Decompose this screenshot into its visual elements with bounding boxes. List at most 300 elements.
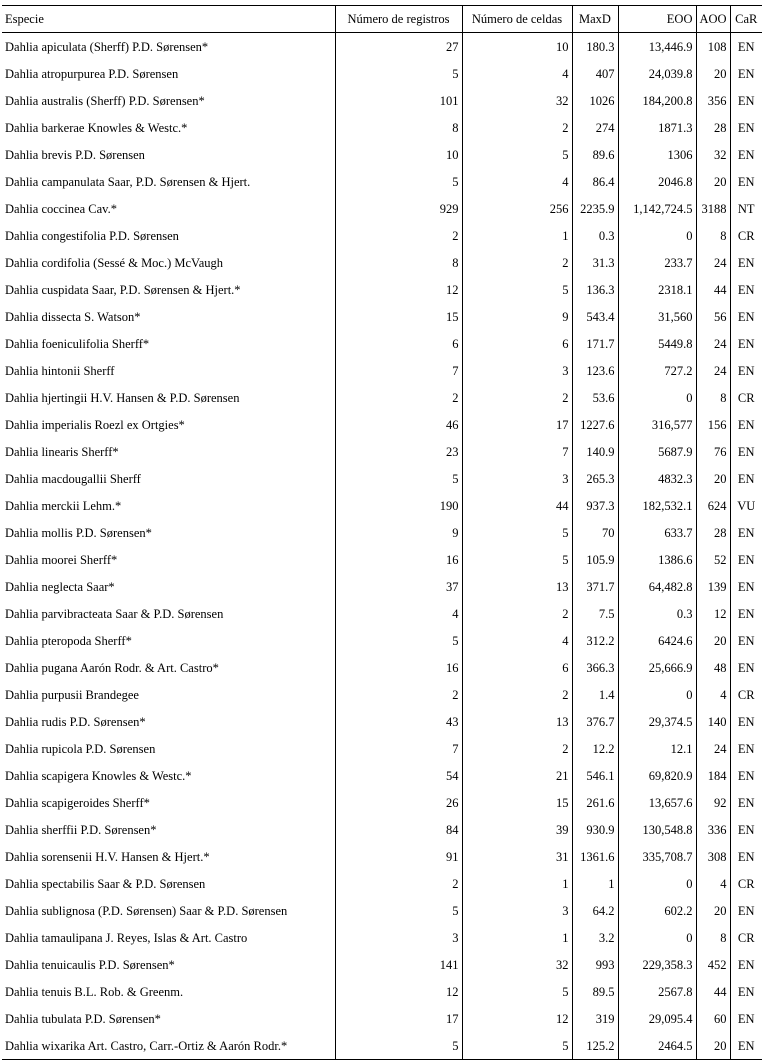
species-name: Dahlia brevis P.D. Sørensen	[5, 147, 145, 162]
cells-count: 5	[462, 276, 572, 303]
cells-count: 12	[462, 1005, 572, 1032]
eoo-value: 13,657.6	[618, 789, 696, 816]
aoo-value: 28	[696, 114, 730, 141]
table-row	[2, 87, 762, 114]
aoo-value: 4	[696, 870, 730, 897]
records-count: 4	[335, 600, 462, 627]
aoo-value: 8	[696, 384, 730, 411]
table-row	[2, 573, 762, 600]
aoo-value: 356	[696, 87, 730, 114]
header-row	[2, 6, 762, 33]
records-count: 6	[335, 330, 462, 357]
records-count: 7	[335, 735, 462, 762]
table-row	[2, 249, 762, 276]
cells-count: 5	[462, 519, 572, 546]
risk-category: EN	[730, 411, 762, 438]
species-name: Dahlia spectabilis Saar & P.D. Sørensen	[5, 876, 206, 891]
table-row	[2, 60, 762, 87]
records-count: 2	[335, 384, 462, 411]
species-name: Dahlia tenuicaulis P.D. Sørensen*	[5, 957, 175, 972]
species-name: Dahlia barkerae Knowles & Westc.*	[5, 120, 188, 135]
maxd-value: 105.9	[572, 546, 618, 573]
cells-count: 2	[462, 114, 572, 141]
eoo-value: 25,666.9	[618, 654, 696, 681]
eoo-value: 0	[618, 681, 696, 708]
risk-category: EN	[730, 465, 762, 492]
eoo-value: 1,142,724.5	[618, 195, 696, 222]
maxd-value: 53.6	[572, 384, 618, 411]
table-row	[2, 1005, 762, 1032]
cells-count: 4	[462, 627, 572, 654]
cells-count: 17	[462, 411, 572, 438]
species-name: Dahlia scapigera Knowles & Westc.*	[5, 768, 192, 783]
risk-category: CR	[730, 681, 762, 708]
species-name: Dahlia rudis P.D. Sørensen*	[5, 714, 146, 729]
eoo-value: 4832.3	[618, 465, 696, 492]
maxd-value: 3.2	[572, 924, 618, 951]
risk-category: EN	[730, 33, 762, 61]
table-row	[2, 114, 762, 141]
risk-category: EN	[730, 897, 762, 924]
eoo-value: 6424.6	[618, 627, 696, 654]
eoo-value: 2567.8	[618, 978, 696, 1005]
maxd-value: 1227.6	[572, 411, 618, 438]
table-row	[2, 519, 762, 546]
eoo-value: 0.3	[618, 600, 696, 627]
records-count: 27	[335, 33, 462, 61]
header-aoo: AOO	[696, 6, 730, 33]
table-row	[2, 168, 762, 195]
eoo-value: 2318.1	[618, 276, 696, 303]
eoo-value: 316,577	[618, 411, 696, 438]
maxd-value: 1361.6	[572, 843, 618, 870]
aoo-value: 624	[696, 492, 730, 519]
risk-category: EN	[730, 1032, 762, 1060]
table-row	[2, 384, 762, 411]
table-row	[2, 411, 762, 438]
records-count: 91	[335, 843, 462, 870]
risk-category: EN	[730, 357, 762, 384]
records-count: 5	[335, 897, 462, 924]
table-row	[2, 141, 762, 168]
table-row	[2, 222, 762, 249]
aoo-value: 44	[696, 978, 730, 1005]
cells-count: 2	[462, 249, 572, 276]
records-count: 16	[335, 654, 462, 681]
cells-count: 32	[462, 951, 572, 978]
cells-count: 39	[462, 816, 572, 843]
table-row	[2, 843, 762, 870]
records-count: 5	[335, 1032, 462, 1060]
table-row	[2, 492, 762, 519]
species-name: Dahlia linearis Sherff*	[5, 444, 119, 459]
maxd-value: 0.3	[572, 222, 618, 249]
risk-category: EN	[730, 141, 762, 168]
records-count: 26	[335, 789, 462, 816]
species-name: Dahlia tubulata P.D. Sørensen*	[5, 1011, 161, 1026]
table-row	[2, 546, 762, 573]
eoo-value: 1386.6	[618, 546, 696, 573]
aoo-value: 140	[696, 708, 730, 735]
aoo-value: 184	[696, 762, 730, 789]
risk-category: CR	[730, 870, 762, 897]
maxd-value: 123.6	[572, 357, 618, 384]
eoo-value: 184,200.8	[618, 87, 696, 114]
risk-category: CR	[730, 384, 762, 411]
records-count: 2	[335, 222, 462, 249]
table-row	[2, 978, 762, 1005]
species-table	[2, 5, 762, 1060]
cells-count: 32	[462, 87, 572, 114]
risk-category: EN	[730, 843, 762, 870]
eoo-value: 12.1	[618, 735, 696, 762]
aoo-value: 60	[696, 1005, 730, 1032]
records-count: 9	[335, 519, 462, 546]
cells-count: 3	[462, 465, 572, 492]
cells-count: 31	[462, 843, 572, 870]
risk-category: EN	[730, 654, 762, 681]
risk-category: EN	[730, 114, 762, 141]
species-name: Dahlia foeniculifolia Sherff*	[5, 336, 150, 351]
species-name: Dahlia campanulata Saar, P.D. Sørensen & Hjert.	[5, 174, 251, 189]
maxd-value: 89.5	[572, 978, 618, 1005]
aoo-value: 20	[696, 465, 730, 492]
cells-count: 3	[462, 897, 572, 924]
species-name: Dahlia atropurpurea P.D. Sørensen	[5, 66, 179, 81]
maxd-value: 312.2	[572, 627, 618, 654]
eoo-value: 0	[618, 924, 696, 951]
maxd-value: 274	[572, 114, 618, 141]
aoo-value: 24	[696, 735, 730, 762]
aoo-value: 20	[696, 1032, 730, 1060]
risk-category: EN	[730, 816, 762, 843]
species-name: Dahlia tenuis B.L. Rob. & Greenm.	[5, 984, 184, 999]
aoo-value: 8	[696, 924, 730, 951]
eoo-value: 1871.3	[618, 114, 696, 141]
aoo-value: 8	[696, 222, 730, 249]
aoo-value: 92	[696, 789, 730, 816]
aoo-value: 156	[696, 411, 730, 438]
maxd-value: 136.3	[572, 276, 618, 303]
maxd-value: 1	[572, 870, 618, 897]
maxd-value: 937.3	[572, 492, 618, 519]
records-count: 46	[335, 411, 462, 438]
aoo-value: 108	[696, 33, 730, 61]
aoo-value: 20	[696, 168, 730, 195]
aoo-value: 24	[696, 357, 730, 384]
eoo-value: 31,560	[618, 303, 696, 330]
aoo-value: 52	[696, 546, 730, 573]
aoo-value: 139	[696, 573, 730, 600]
maxd-value: 125.2	[572, 1032, 618, 1060]
eoo-value: 229,358.3	[618, 951, 696, 978]
cells-count: 1	[462, 222, 572, 249]
risk-category: EN	[730, 546, 762, 573]
maxd-value: 1026	[572, 87, 618, 114]
aoo-value: 4	[696, 681, 730, 708]
records-count: 5	[335, 627, 462, 654]
risk-category: EN	[730, 627, 762, 654]
table-row	[2, 951, 762, 978]
cells-count: 13	[462, 708, 572, 735]
eoo-value: 5449.8	[618, 330, 696, 357]
cells-count: 2	[462, 681, 572, 708]
risk-category: NT	[730, 195, 762, 222]
maxd-value: 86.4	[572, 168, 618, 195]
maxd-value: 543.4	[572, 303, 618, 330]
eoo-value: 24,039.8	[618, 60, 696, 87]
maxd-value: 930.9	[572, 816, 618, 843]
header-cells: Número de celdas	[462, 6, 572, 33]
eoo-value: 0	[618, 384, 696, 411]
risk-category: VU	[730, 492, 762, 519]
table-row	[2, 627, 762, 654]
eoo-value: 0	[618, 222, 696, 249]
species-name: Dahlia rupicola P.D. Sørensen	[5, 741, 156, 756]
eoo-value: 727.2	[618, 357, 696, 384]
species-name: Dahlia cuspidata Saar, P.D. Sørensen & Hjert.*	[5, 282, 241, 297]
risk-category: EN	[730, 330, 762, 357]
risk-category: EN	[730, 276, 762, 303]
cells-count: 1	[462, 924, 572, 951]
cells-count: 7	[462, 438, 572, 465]
aoo-value: 56	[696, 303, 730, 330]
table-row	[2, 897, 762, 924]
header-records: Número de registros	[335, 6, 462, 33]
aoo-value: 28	[696, 519, 730, 546]
risk-category: EN	[730, 708, 762, 735]
aoo-value: 308	[696, 843, 730, 870]
risk-category: EN	[730, 762, 762, 789]
cells-count: 21	[462, 762, 572, 789]
species-name: Dahlia pugana Aarón Rodr. & Art. Castro*	[5, 660, 219, 675]
eoo-value: 29,095.4	[618, 1005, 696, 1032]
aoo-value: 336	[696, 816, 730, 843]
aoo-value: 44	[696, 276, 730, 303]
species-name: Dahlia sherffii P.D. Sørensen*	[5, 822, 157, 837]
species-name: Dahlia cordifolia (Sessé & Moc.) McVaugh	[5, 255, 223, 270]
table-row	[2, 1032, 762, 1060]
cells-count: 13	[462, 573, 572, 600]
table-row	[2, 654, 762, 681]
table-row	[2, 735, 762, 762]
cells-count: 44	[462, 492, 572, 519]
records-count: 84	[335, 816, 462, 843]
cells-count: 5	[462, 1032, 572, 1060]
cells-count: 2	[462, 735, 572, 762]
maxd-value: 64.2	[572, 897, 618, 924]
eoo-value: 13,446.9	[618, 33, 696, 61]
aoo-value: 452	[696, 951, 730, 978]
species-name: Dahlia hintonii Sherff	[5, 363, 115, 378]
cells-count: 9	[462, 303, 572, 330]
risk-category: EN	[730, 789, 762, 816]
risk-category: EN	[730, 951, 762, 978]
risk-category: EN	[730, 438, 762, 465]
eoo-value: 633.7	[618, 519, 696, 546]
header-eoo: EOO	[618, 6, 696, 33]
table-row	[2, 789, 762, 816]
cells-count: 6	[462, 330, 572, 357]
species-name: Dahlia merckii Lehm.*	[5, 498, 122, 513]
cells-count: 5	[462, 978, 572, 1005]
table-row	[2, 33, 762, 61]
header-car: CaR	[730, 6, 762, 33]
maxd-value: 993	[572, 951, 618, 978]
aoo-value: 12	[696, 600, 730, 627]
eoo-value: 2464.5	[618, 1032, 696, 1060]
species-name: Dahlia wixarika Art. Castro, Carr.-Ortiz & Aarón Rodr.*	[2, 1032, 335, 1060]
eoo-value: 602.2	[618, 897, 696, 924]
risk-category: EN	[730, 978, 762, 1005]
records-count: 5	[335, 465, 462, 492]
species-name: Dahlia dissecta S. Watson*	[5, 309, 141, 324]
records-count: 37	[335, 573, 462, 600]
records-count: 12	[335, 276, 462, 303]
table-row	[2, 762, 762, 789]
species-name: Dahlia hjertingii H.V. Hansen & P.D. Sørensen	[5, 390, 240, 405]
records-count: 16	[335, 546, 462, 573]
records-count: 3	[335, 924, 462, 951]
aoo-value: 24	[696, 330, 730, 357]
risk-category: CR	[730, 924, 762, 951]
records-count: 8	[335, 114, 462, 141]
table-row	[2, 438, 762, 465]
eoo-value: 5687.9	[618, 438, 696, 465]
cells-count: 3	[462, 357, 572, 384]
species-name: Dahlia moorei Sherff*	[5, 552, 118, 567]
header-maxd: MaxD	[572, 6, 618, 33]
records-count: 5	[335, 168, 462, 195]
cells-count: 5	[462, 546, 572, 573]
aoo-value: 24	[696, 249, 730, 276]
table-row	[2, 357, 762, 384]
species-name: Dahlia tamaulipana J. Reyes, Islas & Art. Castro	[5, 930, 248, 945]
records-count: 8	[335, 249, 462, 276]
records-count: 17	[335, 1005, 462, 1032]
maxd-value: 7.5	[572, 600, 618, 627]
species-name: Dahlia neglecta Saar*	[5, 579, 115, 594]
risk-category: CR	[730, 222, 762, 249]
species-name: Dahlia scapigeroides Sherff*	[5, 795, 150, 810]
maxd-value: 12.2	[572, 735, 618, 762]
cells-count: 4	[462, 168, 572, 195]
records-count: 5	[335, 60, 462, 87]
table-row	[2, 600, 762, 627]
records-count: 10	[335, 141, 462, 168]
cells-count: 5	[462, 141, 572, 168]
eoo-value: 64,482.8	[618, 573, 696, 600]
maxd-value: 70	[572, 519, 618, 546]
maxd-value: 546.1	[572, 762, 618, 789]
table-row	[2, 870, 762, 897]
aoo-value: 3188	[696, 195, 730, 222]
table-row	[2, 924, 762, 951]
risk-category: EN	[730, 60, 762, 87]
species-name: Dahlia imperialis Roezl ex Ortgies*	[5, 417, 185, 432]
risk-category: EN	[730, 303, 762, 330]
eoo-value: 69,820.9	[618, 762, 696, 789]
cells-count: 1	[462, 870, 572, 897]
risk-category: EN	[730, 573, 762, 600]
eoo-value: 182,532.1	[618, 492, 696, 519]
table-row	[2, 276, 762, 303]
records-count: 190	[335, 492, 462, 519]
cells-count: 15	[462, 789, 572, 816]
table-header	[2, 6, 762, 33]
table-row	[2, 816, 762, 843]
records-count: 141	[335, 951, 462, 978]
maxd-value: 31.3	[572, 249, 618, 276]
records-count: 929	[335, 195, 462, 222]
species-name: Dahlia coccinea Cav.*	[5, 201, 117, 216]
eoo-value: 130,548.8	[618, 816, 696, 843]
risk-category: EN	[730, 87, 762, 114]
eoo-value: 29,374.5	[618, 708, 696, 735]
species-name: Dahlia macdougallii Sherff	[5, 471, 141, 486]
maxd-value: 2235.9	[572, 195, 618, 222]
cells-count: 256	[462, 195, 572, 222]
cells-count: 10	[462, 33, 572, 61]
species-name: Dahlia parvibracteata Saar & P.D. Sørensen	[5, 606, 224, 621]
header-species: Especie	[2, 6, 335, 33]
records-count: 15	[335, 303, 462, 330]
records-count: 7	[335, 357, 462, 384]
aoo-value: 32	[696, 141, 730, 168]
eoo-value: 233.7	[618, 249, 696, 276]
table-row	[2, 195, 762, 222]
eoo-value: 0	[618, 870, 696, 897]
maxd-value: 180.3	[572, 33, 618, 61]
species-name: Dahlia sorensenii H.V. Hansen & Hjert.*	[5, 849, 210, 864]
records-count: 12	[335, 978, 462, 1005]
risk-category: EN	[730, 168, 762, 195]
records-count: 43	[335, 708, 462, 735]
cells-count: 2	[462, 600, 572, 627]
eoo-value: 335,708.7	[618, 843, 696, 870]
maxd-value: 371.7	[572, 573, 618, 600]
maxd-value: 265.3	[572, 465, 618, 492]
maxd-value: 140.9	[572, 438, 618, 465]
aoo-value: 20	[696, 897, 730, 924]
records-count: 2	[335, 870, 462, 897]
risk-category: EN	[730, 249, 762, 276]
maxd-value: 89.6	[572, 141, 618, 168]
table-row	[2, 681, 762, 708]
aoo-value: 76	[696, 438, 730, 465]
aoo-value: 20	[696, 627, 730, 654]
table-row	[2, 708, 762, 735]
table-row	[2, 303, 762, 330]
risk-category: EN	[730, 1005, 762, 1032]
species-name: Dahlia sublignosa (P.D. Sørensen) Saar & P.D. Sørensen	[5, 903, 288, 918]
records-count: 2	[335, 681, 462, 708]
maxd-value: 1.4	[572, 681, 618, 708]
cells-count: 2	[462, 384, 572, 411]
maxd-value: 407	[572, 60, 618, 87]
table-row	[2, 330, 762, 357]
maxd-value: 171.7	[572, 330, 618, 357]
records-count: 101	[335, 87, 462, 114]
maxd-value: 376.7	[572, 708, 618, 735]
aoo-value: 48	[696, 654, 730, 681]
risk-category: EN	[730, 735, 762, 762]
species-name: Dahlia australis (Sherff) P.D. Sørensen*	[5, 93, 205, 108]
table-row	[2, 465, 762, 492]
cells-count: 6	[462, 654, 572, 681]
species-name: Dahlia mollis P.D. Sørensen*	[5, 525, 152, 540]
eoo-value: 1306	[618, 141, 696, 168]
